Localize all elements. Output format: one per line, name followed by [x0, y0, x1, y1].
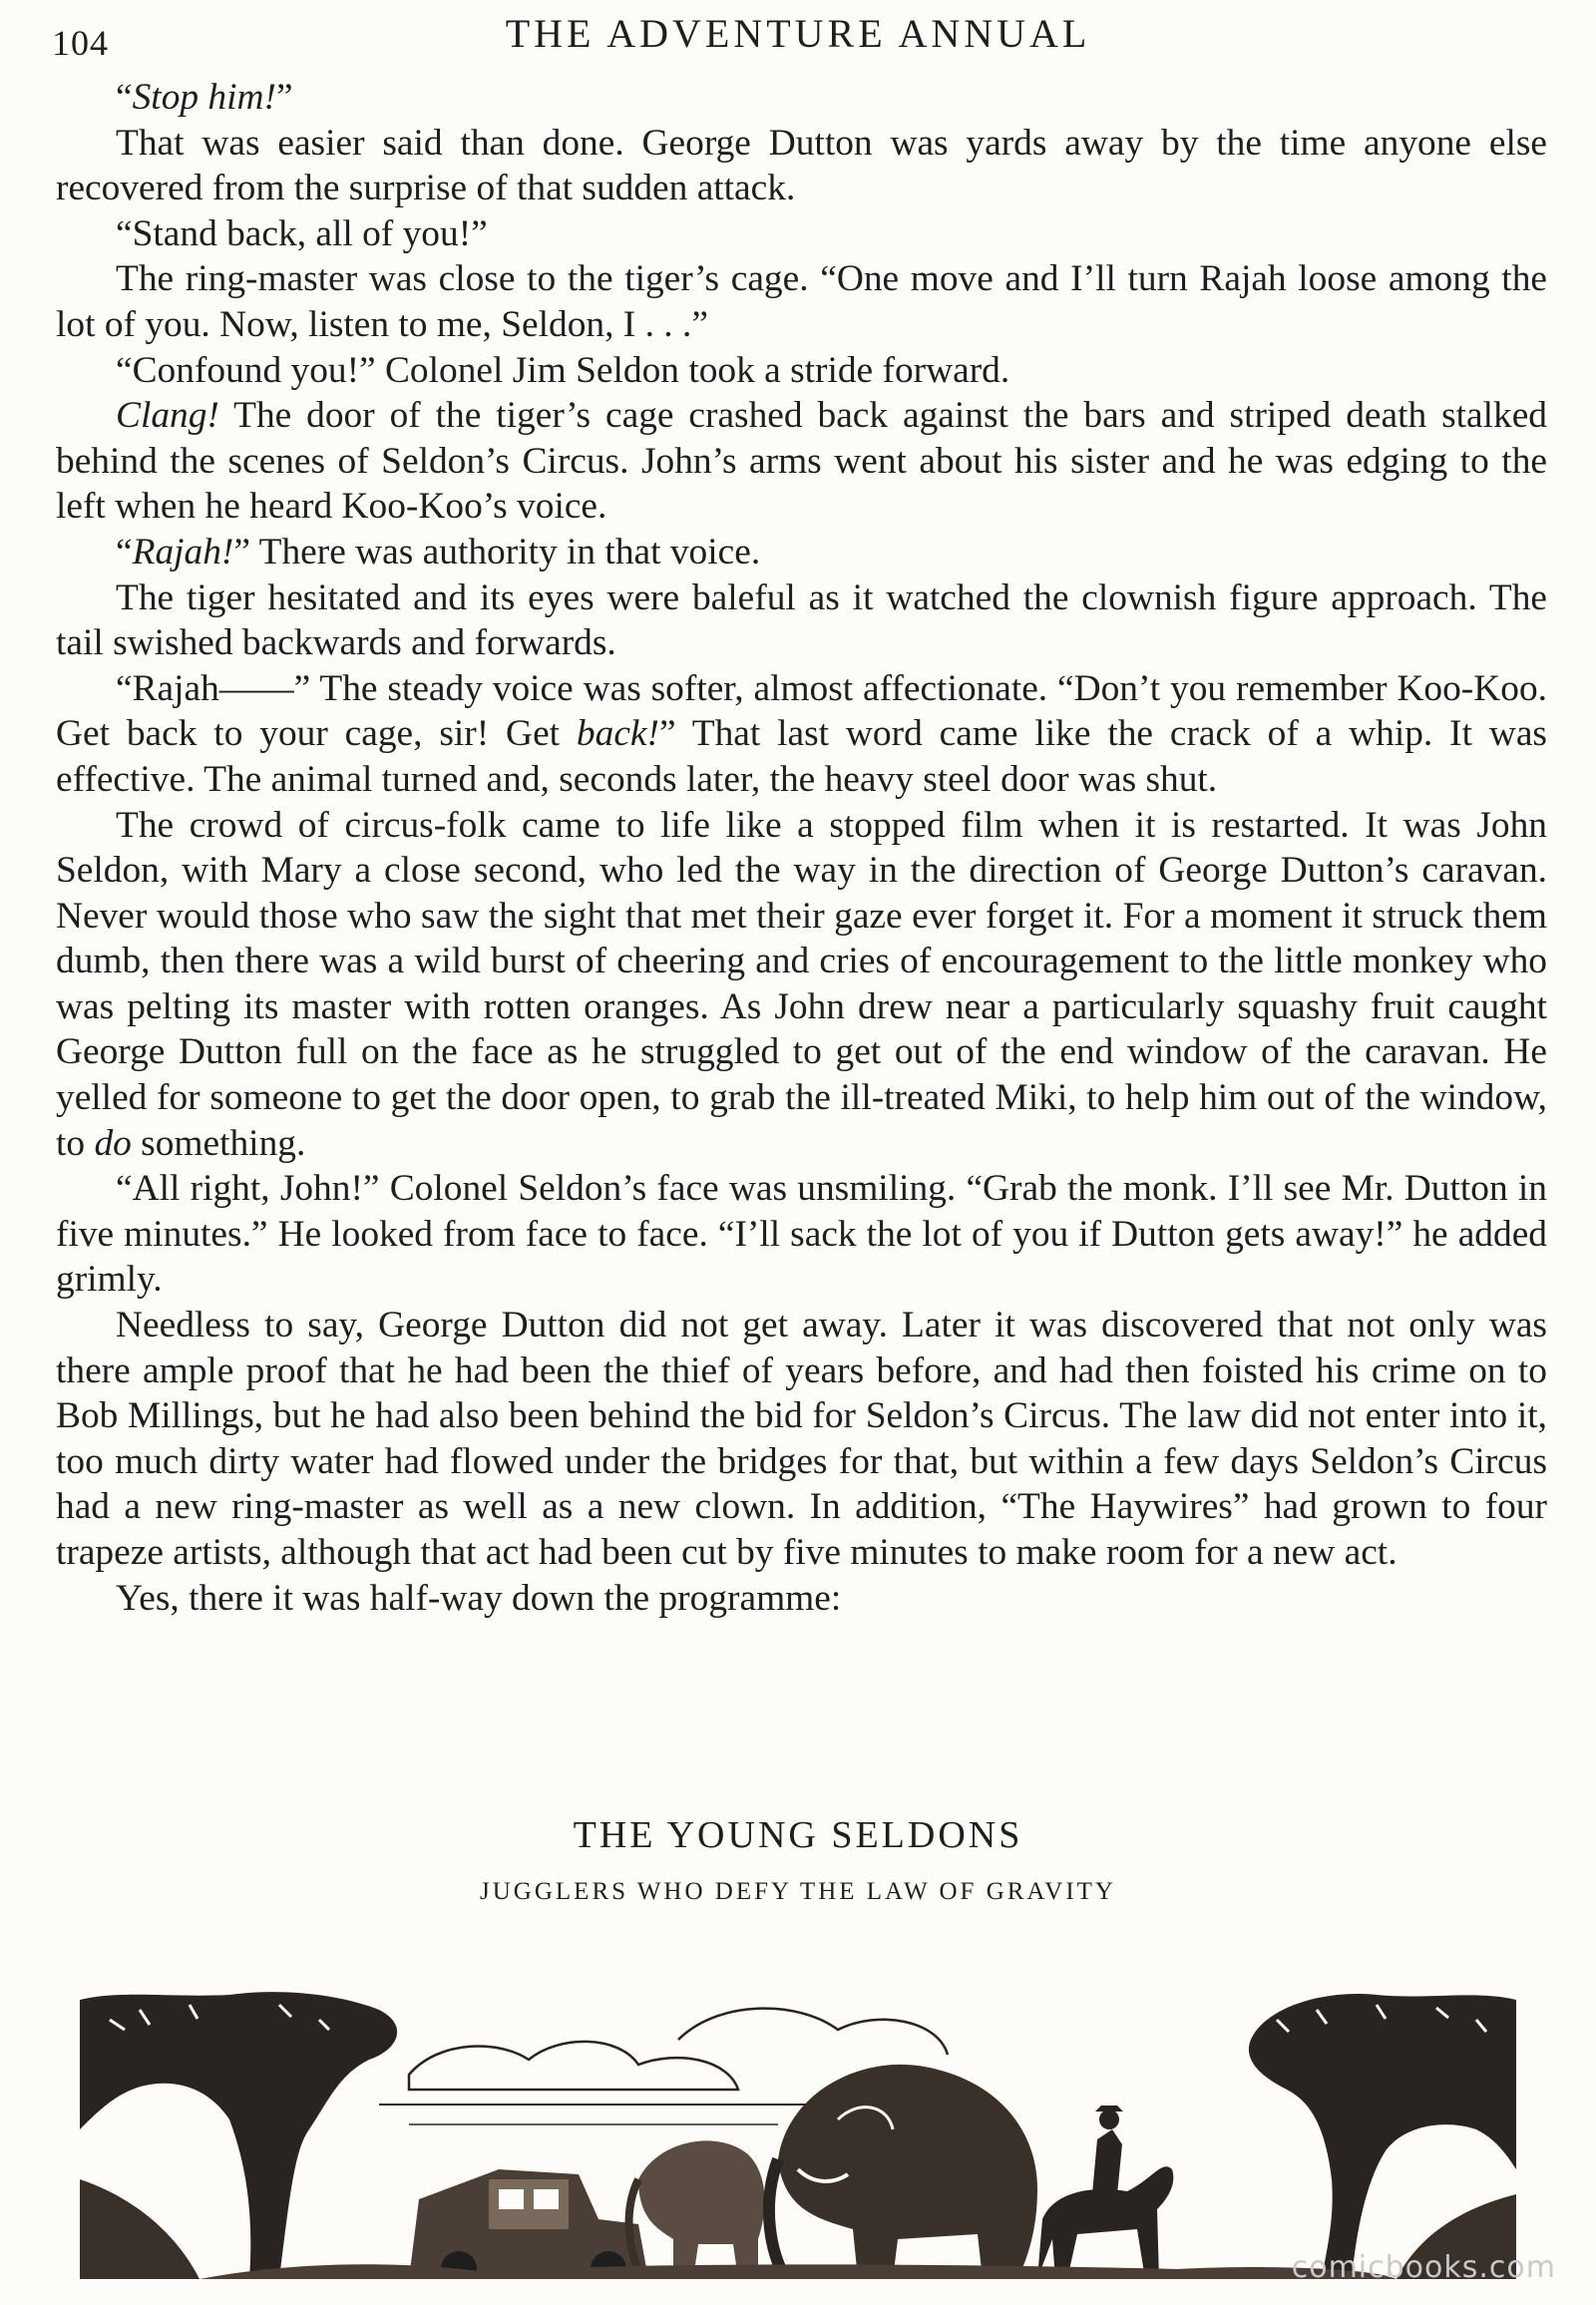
text-run: “ — [116, 531, 133, 573]
text-run: The door of the tiger’s cage crashed back against the bars and striped death stalked behind the scenes of Seldon’s Circus. John’s arms went about his sister and he was edging to the left when he heard Koo-Koo’s voice. — [56, 395, 1547, 528]
emphasized-text: Stop him! — [132, 77, 276, 118]
emphasized-text: back! — [576, 713, 659, 755]
text-run: The ring-master was close to the tiger’s cage. “One move and I’ll turn Rajah loose among the lot of you. Now, listen to me, Seldon, I . . .” — [56, 258, 1547, 345]
story-paragraph — [56, 1166, 1547, 1303]
story-paragraph — [56, 211, 1547, 257]
running-title: THE ADVENTURE ANNUAL — [505, 11, 1091, 56]
story-paragraph — [56, 576, 1547, 666]
text-run: That was easier said than done. George Dutton was yards away by the time anyone else recovered from the surprise of that sudden attack. — [56, 122, 1547, 209]
page-number: 104 — [52, 23, 109, 63]
story-paragraph — [56, 666, 1547, 803]
story-paragraph — [56, 1303, 1547, 1576]
story-paragraph — [56, 803, 1547, 1167]
text-run: “Rajah——” The steady voice was softer, almost affectionate. “Don’t you remember Koo-Koo. Get back to your cage, sir! Get — [56, 667, 1547, 755]
story-paragraph — [56, 75, 1547, 121]
text-run: something. — [131, 1122, 306, 1164]
text-run: ” — [275, 77, 293, 118]
story-text — [56, 75, 1547, 1621]
emphasized-text: Rajah! — [132, 531, 234, 573]
text-run: The crowd of circus-folk came to life like a stopped film when it is restarted. It was John Seldon, with Mary a close second, who led the way in the direction of George Dutton’s caravan. Never would those who saw the sight that met their gaze ever forget it. For a moment it struck them dumb, then there was a wild burst of cheering and cries of encouragement to the little monkey who was pelting its master with rotten oranges. As John drew near a particularly squashy fruit caught George Dutton full on the face as he struggled to get out of the end window of the caravan. He yelled for someone to get the door open, to grab the ill-treated Miki, to help him out of the window, to — [56, 804, 1547, 1164]
text-run: Yes, there it was half-way down the programme: — [116, 1577, 842, 1619]
story-paragraph — [56, 121, 1547, 211]
story-paragraph — [56, 256, 1547, 347]
text-run: “Stand back, all of you!” — [116, 212, 488, 254]
programme-act-subtitle: JUGGLERS WHO DEFY THE LAW OF GRAVITY — [480, 1878, 1116, 1905]
text-run: The tiger hesitated and its eyes were baleful as it watched the clownish figure approach. The tail swished backwards and forwards. — [56, 576, 1547, 664]
text-run: “All right, John!” Colonel Seldon’s face was unsmiling. “Grab the monk. I’ll see Mr. Dutton in five minutes.” He looked from face to face. “I’ll sack the lot of you if Dutton gets away!” he added grimly. — [56, 1168, 1547, 1301]
programme-act-title: THE YOUNG SELDONS — [573, 1814, 1023, 1856]
story-paragraph — [56, 1576, 1547, 1622]
text-run: ” That last word came like the crack of a whip. It was effective. The animal turned and, seconds later, the heavy steel door was shut. — [56, 713, 1547, 800]
watermark: comicbooks.com — [1291, 2250, 1556, 2285]
circus-caravan-illustration — [80, 1980, 1516, 2279]
emphasized-text: Clang! — [116, 395, 219, 437]
text-run: “Confound you!” Colonel Jim Seldon took a stride forward. — [116, 349, 1010, 391]
story-paragraph — [56, 393, 1547, 530]
text-run: ” There was authority in that voice. — [233, 531, 761, 573]
emphasized-text: do — [94, 1122, 132, 1164]
story-paragraph — [56, 348, 1547, 394]
story-paragraph — [56, 530, 1547, 576]
text-run: “ — [116, 77, 133, 118]
text-run: Needless to say, George Dutton did not get away. Later it was discovered that not only was there ample proof that he had been the thief of years before, and had then foisted his crime on to Bob Millings, but he had also been behind the bid for Seldon’s Circus. The law did not enter into it, too much dirty water had flowed under the bridges for that, but within a few days Seldon’s Circus had a new ring-master as well as a new clown. In addition, “The Haywires” had grown to four trapeze artists, although that act had been cut by five minutes to make room for a new act. — [56, 1305, 1547, 1573]
